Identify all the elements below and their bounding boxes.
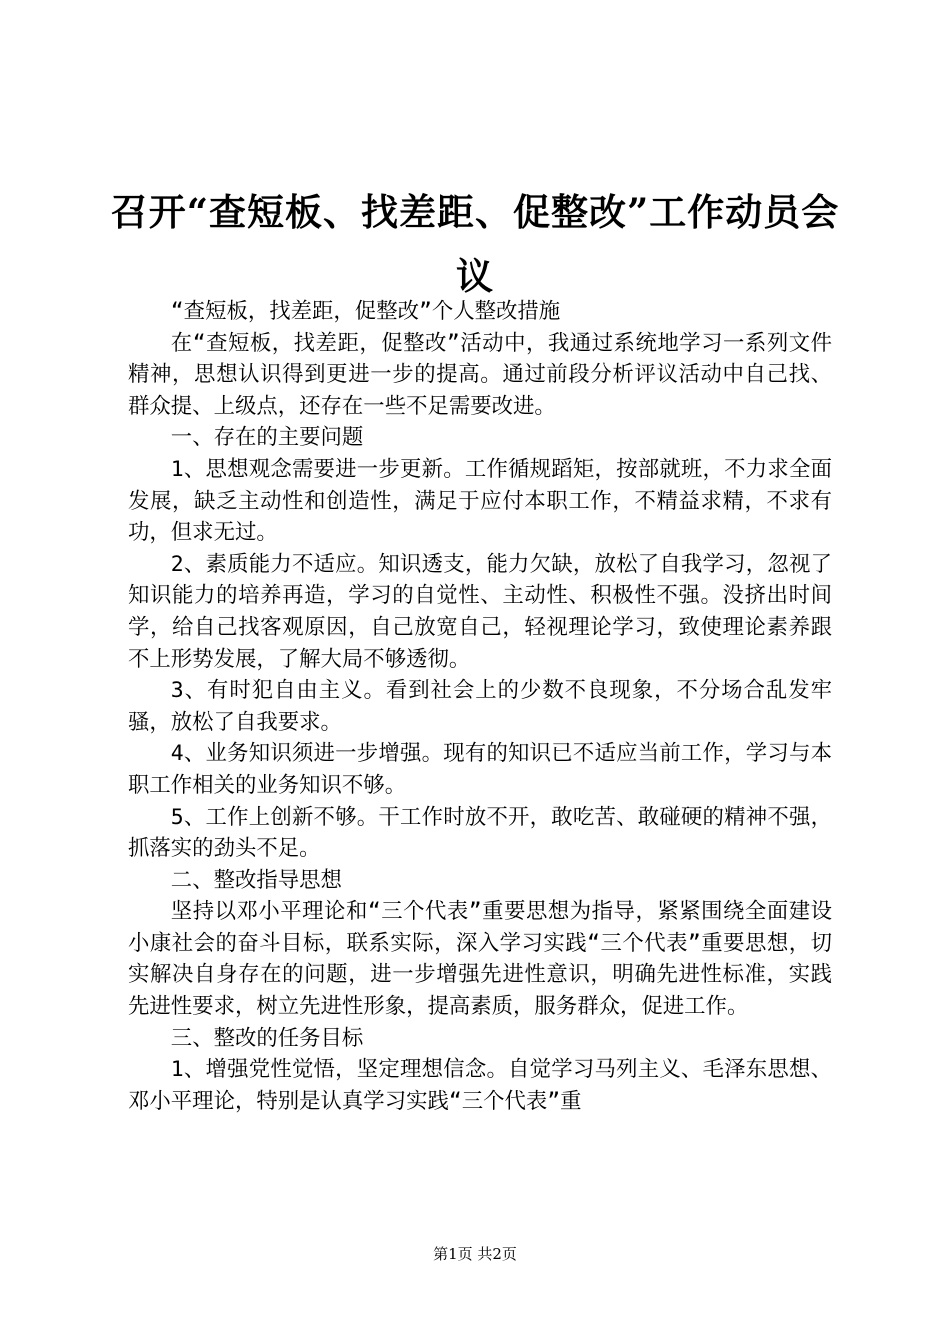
section-heading-problems: 一、存在的主要问题 <box>170 425 364 451</box>
page-number-footer: 第1页 共2页 <box>433 1245 517 1263</box>
section-heading-goals: 三、整改的任务目标 <box>170 1025 364 1051</box>
document-body <box>128 296 832 1117</box>
paragraph-goal-1: 1、增强党性觉悟，坚定理想信念。自觉学习马列主义、毛泽东思想、邓小平理论，特别是认真学习实践“三个代表”重 <box>128 1057 832 1114</box>
paragraph-problem-4: 4、业务知识须进一步增强。现有的知识已不适应当前工作，学习与本职工作相关的业务知识不够。 <box>128 741 832 798</box>
paragraph-problem-2: 2、素质能力不适应。知识透支，能力欠缺，放松了自我学习，忽视了知识能力的培养再造，学习的自觉性、主动性、积极性不强。没挤出时间学，给自己找客观原因，自己放宽自己，轻视理论学习，致使理论素养跟不上形势发展，了解大局不够透彻。 <box>128 551 832 672</box>
paragraph-problem-5: 5、工作上创新不够。干工作时放不开，敢吃苦、敢碰硬的精神不强，抓落实的劲头不足。 <box>128 804 832 862</box>
paragraph-problem-3: 3、有时犯自由主义。看到社会上的少数不良现象，不分场合乱发牢骚，放松了自我要求。 <box>128 678 832 735</box>
paragraph-problem-1: 1、思想观念需要进一步更新。工作循规蹈矩，按部就班，不力求全面发展，缺乏主动性和创造性，满足于应付本职工作，不精益求精，不求有功，但求无过。 <box>128 456 832 546</box>
section-heading-guiding-thought: 二、整改指导思想 <box>170 867 342 893</box>
document-title: 召开“查短板、找差距、促整改”工作动员会议 <box>110 190 840 298</box>
paragraph-guiding-thought: 坚持以邓小平理论和“三个代表”重要思想为指导，紧紧围绕全面建设小康社会的奋斗目标，联系实际，深入学习实践“三个代表”重要思想，切实解决自身存在的问题，进一步增强先进性意识，明确先进性标准，实践先进性要求，树立先进性形象，提高素质，服务群众，促进工作。 <box>128 899 832 1020</box>
paragraph-intro: 在“查短板，找差距，促整改”活动中，我通过系统地学习一系列文件精神，思想认识得到更进一步的提高。通过前段分析评议活动中自己找、群众提、上级点，还存在一些不足需要改进。 <box>128 330 832 419</box>
paragraph-subtitle: “查短板，找差距，促整改”个人整改措施 <box>170 299 561 324</box>
